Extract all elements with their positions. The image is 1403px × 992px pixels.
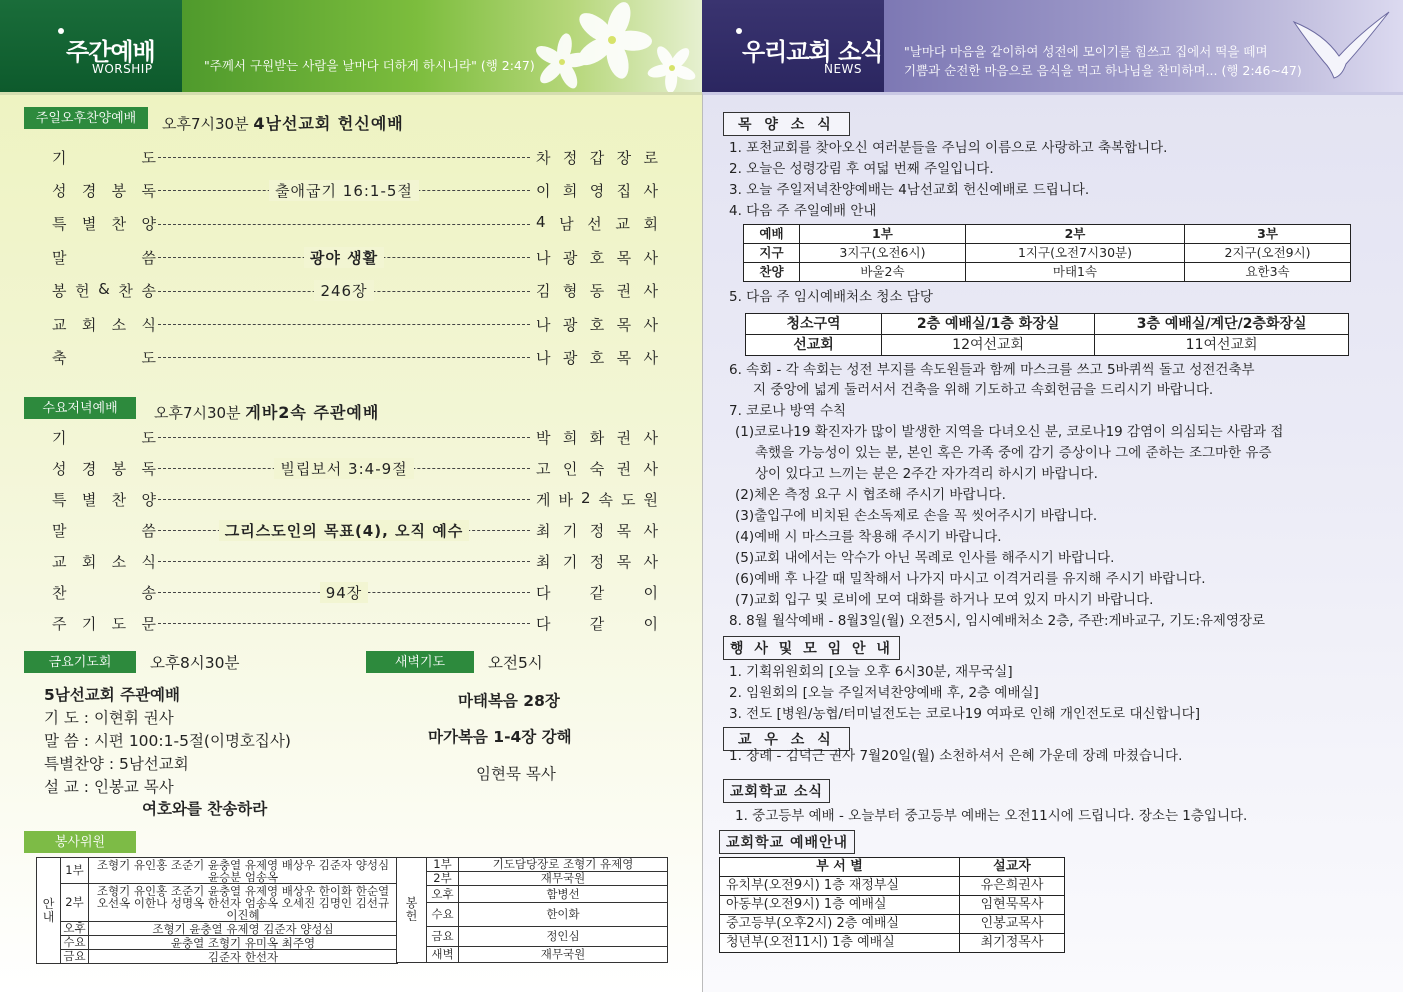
order-person: 박 희 화 권 사 <box>536 428 658 447</box>
next-worship-header <box>744 225 1351 244</box>
order-label: 특 별 찬 양 <box>52 490 156 509</box>
news-subtitle: NEWS <box>824 62 863 76</box>
friday-line: 설 교 : 인봉교 목사 <box>44 778 174 796</box>
covid-rule: (4)예배 시 마스크를 착용해 주시기 바랍니다. <box>735 529 1002 545</box>
school-table-row <box>720 896 1065 915</box>
wednesday-title: 게바2속 주관예배 <box>245 403 380 422</box>
guide-names: 조형기 유인홍 조준기 윤충열 유제영 배상우 김준자 양성심 윤승분 엄송옥 <box>89 858 398 884</box>
order-person: 다 같 이 <box>536 583 658 602</box>
school-table-row <box>720 877 1065 896</box>
school-cell: 유은희권사 <box>960 877 1065 896</box>
next-worship-cell: 찬양 <box>744 263 800 282</box>
dawn-time: 오전5시 <box>488 654 543 672</box>
guide-row <box>37 884 398 922</box>
friday-badge: 금요기도회 <box>24 651 136 673</box>
guide-part: 수요 <box>61 936 89 950</box>
friday-line: 특별찬양 : 5남선교회 <box>44 755 189 773</box>
pastoral-item: 5. 다음 주 임시예배처소 청소 담당 <box>729 289 933 305</box>
friday-line: 말 씀 : 시편 100:1-5절(이명호집사) <box>44 732 291 750</box>
offering-names: 재무국원 <box>459 947 668 963</box>
offering-row <box>397 858 668 872</box>
school-cell: 청년부(오전11시) 1층 예배실 <box>720 934 960 953</box>
members-news-heading: 교 우 소 식 <box>723 727 850 751</box>
order-person: 김 형 동 권 사 <box>536 282 658 301</box>
next-worship-cell: 마태1속 <box>965 263 1184 282</box>
school-table-header <box>720 858 1065 877</box>
offering-row <box>397 872 668 886</box>
sunday-badge: 주일오후찬양예배 <box>24 107 148 129</box>
school-header-cell: 설교자 <box>960 858 1065 877</box>
cleaning-row <box>746 335 1349 356</box>
order-detail: 94장 <box>320 582 369 603</box>
offering-volunteer-table <box>396 857 668 963</box>
sunday-time: 오후7시30분 <box>162 115 249 133</box>
worship-title: 주간예배 <box>66 38 155 66</box>
order-row <box>52 425 658 449</box>
next-worship-cell: 1지구(오전7시30분) <box>965 244 1184 263</box>
worship-subtitle: WORSHIP <box>92 62 153 76</box>
next-worship-cell: 바울2속 <box>800 263 966 282</box>
next-worship-header-cell: 예배 <box>744 225 800 244</box>
order-row <box>52 611 658 635</box>
cleaning-header-cell: 3층 예배실/계단/2층화장실 <box>1095 314 1349 335</box>
order-person: 나 광 호 목 사 <box>536 348 658 367</box>
cleaning-header-cell: 2층 예배실/1층 화장실 <box>882 314 1095 335</box>
school-header-cell: 부 서 별 <box>720 858 960 877</box>
guide-row <box>37 858 398 884</box>
offering-names: 재무국원 <box>459 872 668 886</box>
guide-part: 금요 <box>61 950 89 964</box>
friday-sermon-title: 여호와를 찬송하라 <box>142 800 268 818</box>
guide-names: 조형기 유인홍 조준기 윤충열 유제영 배상우 한이화 한순열 오선옥 이한나 성명옥 한선자 엄송옥 오세진 김명인 김선규 이진혜 <box>89 884 398 922</box>
covid-rule: (1)코로나19 확진자가 많이 발생한 지역을 다녀오신 분, 코로나19 감염이 의심되는 사람과 접 <box>735 424 1284 440</box>
order-label: 교 회 소 식 <box>52 315 156 334</box>
friday-line: 기 도 : 이현휘 권사 <box>44 709 174 727</box>
order-label: 봉 헌 & 찬 송 <box>52 280 156 301</box>
order-detail: 광야 생활 <box>304 247 384 268</box>
order-person: 이 희 영 집 사 <box>536 181 658 200</box>
next-worship-cell: 요한3속 <box>1185 263 1351 282</box>
cleaning-table <box>745 313 1349 356</box>
next-worship-row <box>744 263 1351 282</box>
offering-part: 오후 <box>427 886 459 903</box>
order-label: 기 도 <box>52 148 156 167</box>
pastoral-news-heading: 목 양 소 식 <box>723 112 850 136</box>
sunday-title: 4남선교회 헌신예배 <box>253 114 404 133</box>
next-worship-cell: 2지구(오전9시) <box>1185 244 1351 263</box>
worship-header-block <box>0 0 182 92</box>
wednesday-heading <box>154 400 379 423</box>
offering-part: 금요 <box>427 927 459 947</box>
order-row <box>52 549 658 573</box>
guide-row <box>37 922 398 936</box>
covid-rule: 상이 있다고 느끼는 분은 2주간 자가격리 하시기 바랍니다. <box>755 466 1098 482</box>
school-cell: 임현묵목사 <box>960 896 1065 915</box>
event-item: 1. 기획위원회의 [오늘 오후 6시30분, 재무국실] <box>729 664 1013 680</box>
next-worship-header-cell: 2부 <box>965 225 1184 244</box>
offering-names: 기도담당장로 조형기 유제영 <box>459 858 668 872</box>
offering-row <box>397 903 668 927</box>
school-table-heading: 교회학교 예배안내 <box>719 830 855 854</box>
offering-row <box>397 886 668 903</box>
dawn-preacher: 임현묵 목사 <box>476 765 556 783</box>
school-table-row <box>720 915 1065 934</box>
order-row <box>52 279 658 303</box>
worship-panel <box>0 92 702 992</box>
covid-rule: (3)출입구에 비치된 손소독제로 손을 꼭 씻어주시기 바랍니다. <box>735 508 1098 524</box>
order-detail: 246장 <box>314 280 373 301</box>
event-item: 2. 임원회의 [오늘 주일저녁찬양예배 후, 2층 예배실] <box>729 685 1039 701</box>
offering-part: 1부 <box>427 858 459 872</box>
school-table-row <box>720 934 1065 953</box>
order-leader-line <box>156 458 532 479</box>
offering-names: 정인심 <box>459 927 668 947</box>
cleaning-cell: 11여선교회 <box>1095 335 1349 356</box>
order-person: 최 기 정 목 사 <box>536 552 658 571</box>
worship-header-band <box>182 0 702 92</box>
event-item: 3. 전도 [병원/농협/터미널전도는 코로나19 여파로 인해 개인전도로 대신합니다] <box>729 706 1200 722</box>
order-row <box>52 178 658 202</box>
school-worship-table <box>719 857 1065 953</box>
offering-row <box>397 927 668 947</box>
guide-label: 안 내 <box>37 858 61 964</box>
next-worship-cell: 3지구(오전6시) <box>800 244 966 263</box>
order-label: 기 도 <box>52 428 156 447</box>
guide-part: 2부 <box>61 884 89 922</box>
sunday-heading <box>162 111 404 134</box>
order-label: 말 씀 <box>52 521 156 540</box>
guide-part: 오후 <box>61 922 89 936</box>
order-person: 4 남 선 교 회 <box>536 213 658 234</box>
order-person: 다 같 이 <box>536 614 658 633</box>
next-worship-row <box>744 244 1351 263</box>
order-row <box>52 345 658 369</box>
cleaning-cell: 12여선교회 <box>882 335 1095 356</box>
offering-part: 수요 <box>427 903 459 927</box>
order-leader-line <box>156 180 532 201</box>
next-worship-header-cell: 3부 <box>1185 225 1351 244</box>
wednesday-time: 오후7시30분 <box>154 404 241 422</box>
news-title: 우리교회 소식 <box>742 38 883 66</box>
cleaning-cell: 선교회 <box>746 335 882 356</box>
school-cell: 최기정목사 <box>960 934 1065 953</box>
pastoral-item: 7. 코로나 방역 수칙 <box>729 403 847 419</box>
order-label: 성 경 봉 독 <box>52 181 156 200</box>
order-person: 차 정 갑 장 로 <box>536 148 658 167</box>
volunteer-badge: 봉사위원 <box>24 831 136 853</box>
order-label: 교 회 소 식 <box>52 552 156 571</box>
covid-rule: 촉했을 가능성이 있는 분, 본인 혹은 가족 중에 감기 증상이나 그에 준하는 조그마한 유증 <box>755 445 1272 461</box>
school-cell: 중고등부(오후2시) 2층 예배실 <box>720 915 960 934</box>
covid-rule: (5)교회 내에서는 악수가 아닌 목례로 인사를 해주시기 바랍니다. <box>735 550 1115 566</box>
guide-row <box>37 936 398 950</box>
order-label: 주 기 도 문 <box>52 614 156 633</box>
offering-row <box>397 947 668 963</box>
order-row <box>52 487 658 511</box>
next-worship-cell: 지구 <box>744 244 800 263</box>
school-cell: 유치부(오전9시) 1층 재정부실 <box>720 877 960 896</box>
order-person: 게 바 2 속 도 원 <box>536 488 658 509</box>
offering-names: 한이화 <box>459 903 668 927</box>
order-person: 최 기 정 목 사 <box>536 521 658 540</box>
pastoral-item: 8. 8월 월삭예배 - 8월3일(월) 오전5시, 임시예배처소 2층, 주관:게바교구, 기도:유제영장로 <box>729 613 1266 629</box>
school-item: 1. 중고등부 예배 - 오늘부터 중고등부 예배는 오전11시에 드립니다. 장소는 1층입니다. <box>735 808 1248 824</box>
friday-time: 오후8시30분 <box>150 654 240 672</box>
header-dot-icon <box>58 28 64 34</box>
events-heading: 행 사 및 모 임 안 내 <box>723 636 900 660</box>
cleaning-header-cell: 청소구역 <box>746 314 882 335</box>
pastoral-item: 2. 오늘은 성령강림 후 여덟 번째 주일입니다. <box>729 161 994 177</box>
order-row <box>52 456 658 480</box>
covid-rule: (6)예배 후 나갈 때 밀착해서 나가지 마시고 이격거리를 유지해 주시기 바랍니다. <box>735 571 1206 587</box>
pastoral-item: 3. 오늘 주일저녁찬양예배는 4남선교회 헌신예배로 드립니다. <box>729 182 1090 198</box>
order-label: 특 별 찬 양 <box>52 215 156 234</box>
offering-part: 2부 <box>427 872 459 886</box>
news-header-block <box>702 0 884 92</box>
guide-row <box>37 950 398 964</box>
pastoral-item: 1. 포천교회를 찾아오신 여러분들을 주님의 이름으로 사랑하고 축복합니다. <box>729 140 1168 156</box>
order-label: 찬 송 <box>52 583 156 602</box>
offering-names: 함병선 <box>459 886 668 903</box>
news-header-band <box>884 0 1403 92</box>
order-row <box>52 212 658 236</box>
covid-rule: (2)체온 측정 요구 시 협조해 주시기 바랍니다. <box>735 487 1006 503</box>
order-label: 말 씀 <box>52 248 156 267</box>
order-detail: 그리스도인의 목표(4), 오직 예수 <box>219 520 469 541</box>
news-panel <box>702 92 1403 992</box>
cleaning-header <box>746 314 1349 335</box>
offering-part: 새벽 <box>427 947 459 963</box>
next-worship-header-cell: 1부 <box>800 225 966 244</box>
guide-part: 1부 <box>61 858 89 884</box>
dove-icon <box>1284 4 1394 84</box>
order-row <box>52 245 658 269</box>
order-person: 나 광 호 목 사 <box>536 315 658 334</box>
order-leader-line <box>156 520 532 541</box>
order-person: 고 인 숙 권 사 <box>536 459 658 478</box>
pastoral-item: 4. 다음 주 주일예배 안내 <box>729 203 877 219</box>
order-detail: 빌립보서 3:4-9절 <box>274 458 413 479</box>
order-detail: 출애굽기 16:1-5절 <box>269 180 419 201</box>
guide-names: 윤충열 조형기 유미옥 최주영 <box>89 936 398 950</box>
pastoral-item: 6. 속회 - 각 속회는 성전 부지를 속도원들과 함께 마스크를 쓰고 5바퀴씩 돌고 성전건축부 <box>729 362 1255 378</box>
school-cell: 아동부(오전9시) 1층 예배실 <box>720 896 960 915</box>
members-item: 1. 장례 - 김덕근 권사 7월20일(월) 소천하셔서 은혜 가운데 장례 마쳤습니다. <box>729 748 1183 764</box>
dawn-badge: 새벽기도 <box>366 651 474 673</box>
news-header-verse-line1: "날마다 마음을 같이하여 성전에 모이기를 힘쓰고 집에서 떡을 떼며 <box>904 44 1268 59</box>
guide-volunteer-table <box>36 857 398 964</box>
worship-header-verse: "주께서 구원받는 사람을 날마다 더하게 하시니라" (행 2:47) <box>204 58 535 73</box>
order-row <box>52 145 658 169</box>
order-row <box>52 580 658 604</box>
next-worship-table <box>743 224 1351 282</box>
pastoral-item-cont: 지 중앙에 넓게 둘러서서 건축을 위해 기도하고 속회헌금을 드리시기 바랍니다. <box>753 382 1214 398</box>
offering-label: 봉 헌 <box>397 858 427 963</box>
guide-names: 김준자 한선자 <box>89 950 398 964</box>
school-news-heading: 교회학교 소식 <box>723 779 830 803</box>
flower-decoration-icon <box>512 0 702 92</box>
school-cell: 인봉교목사 <box>960 915 1065 934</box>
dawn-scripture: 마태복음 28장 <box>458 692 560 710</box>
order-leader-line <box>156 280 532 301</box>
order-row <box>52 312 658 336</box>
order-label: 축 도 <box>52 348 156 367</box>
dawn-series: 마가복음 1-4장 강해 <box>428 728 572 746</box>
order-leader-line <box>156 247 532 268</box>
guide-names: 조형기 윤충열 유제영 김준자 양성심 <box>89 922 398 936</box>
news-header-verse-line2: 기쁨과 순전한 마음으로 음식을 먹고 하나님을 찬미하며... (행 2:46~47) <box>904 63 1302 78</box>
order-label: 성 경 봉 독 <box>52 459 156 478</box>
order-leader-line <box>156 582 532 603</box>
friday-title: 5남선교회 주관예배 <box>44 686 180 704</box>
wednesday-badge: 수요저녁예배 <box>24 397 136 419</box>
order-person: 나 광 호 목 사 <box>536 248 658 267</box>
order-row <box>52 518 658 542</box>
covid-rule: (7)교회 입구 및 로비에 모여 대화를 하거나 모여 있지 마시기 바랍니다. <box>735 592 1154 608</box>
